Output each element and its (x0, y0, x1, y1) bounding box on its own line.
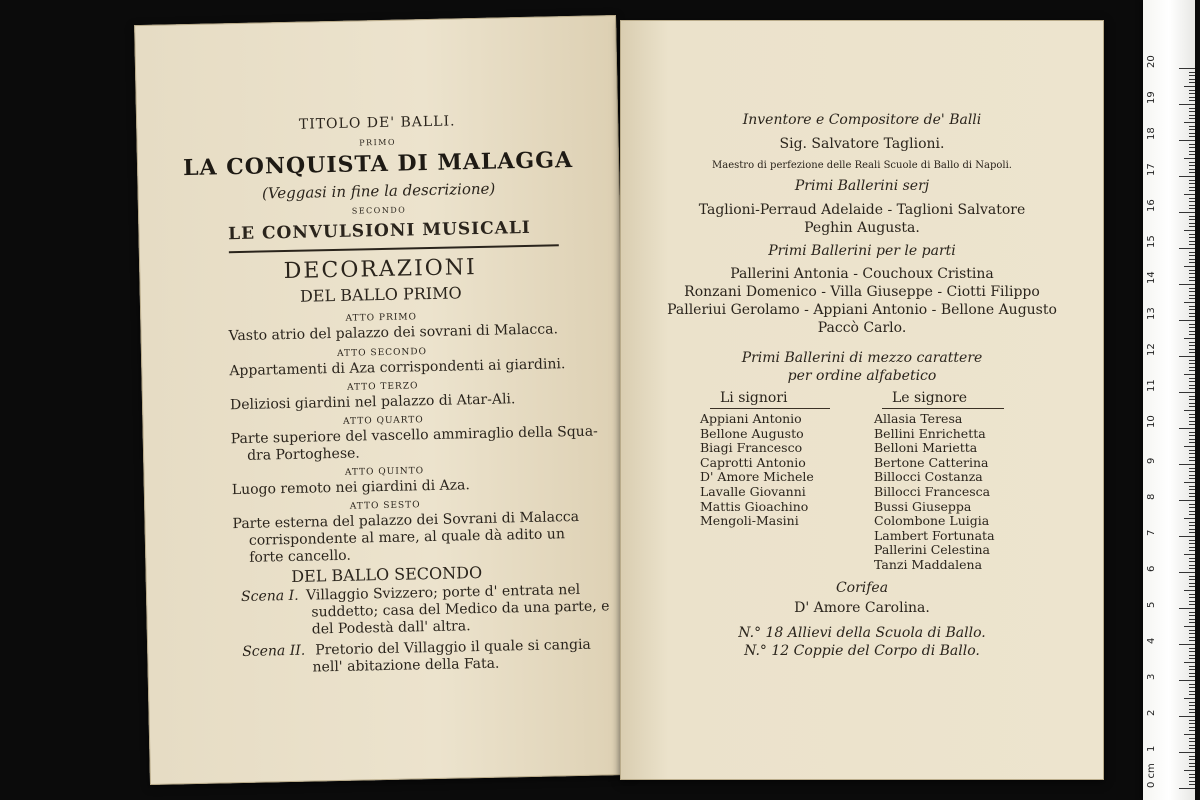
corifea-name: D' Amore Carolina. (794, 600, 930, 616)
ruler-tick (1189, 561, 1195, 562)
ruler-tick (1179, 356, 1195, 357)
ruler-tick (1189, 93, 1195, 94)
ruler-number-8: 8 (1146, 493, 1157, 500)
ruler-tick (1189, 684, 1195, 685)
ruler-tick (1189, 378, 1195, 379)
ruler-tick (1189, 187, 1195, 188)
list-item: Biagi Francesco (700, 440, 803, 456)
ruler-tick (1184, 554, 1195, 555)
ruler-tick (1189, 388, 1195, 389)
ruler-tick (1189, 687, 1195, 688)
ruler-tick (1184, 518, 1195, 519)
scena-text: del Podestà dall' altra. (311, 618, 471, 638)
ruler-tick (1189, 705, 1195, 706)
ruler-tick (1189, 162, 1195, 163)
ruler-tick (1184, 482, 1195, 483)
ruler-tick (1189, 111, 1195, 112)
ruler-tick (1189, 288, 1195, 289)
ruler-tick (1189, 183, 1195, 184)
ruler-number-12: 12 (1146, 343, 1157, 356)
ruler-tick (1189, 280, 1195, 281)
ruler-tick (1189, 205, 1195, 206)
ruler-tick (1189, 82, 1195, 83)
ruler-tick (1179, 176, 1195, 177)
scena-label: Scena II. (242, 642, 306, 661)
list-item: Colombone Luigia (874, 513, 990, 529)
ruler-tick (1189, 334, 1195, 335)
ruler-tick (1184, 194, 1195, 195)
ruler-tick (1189, 468, 1195, 469)
inventore-heading: Inventore e Compositore de' Balli (742, 112, 982, 128)
signori-list (700, 412, 814, 529)
ruler-tick (1189, 496, 1195, 497)
list-item: Lambert Fortunata (874, 527, 995, 543)
ruler-tick (1179, 500, 1195, 501)
atto-label: ATTO PRIMO (345, 312, 418, 324)
atto-label: ATTO QUARTO (343, 415, 424, 427)
atto-text: Vasto atrio del palazzo dei sovrani di Malacca. (228, 321, 559, 345)
signori-underline (710, 408, 830, 409)
ruler-tick (1184, 410, 1195, 411)
list-item: Caprotti Antonio (700, 454, 806, 470)
ruler-tick (1179, 680, 1195, 681)
ruler-tick (1189, 478, 1195, 479)
serj-line: Taglioni-Perraud Adelaide - Taglioni Salvatore (698, 202, 1026, 218)
decorazioni-heading: DECORAZIONI (283, 255, 477, 285)
ruler-tick (1189, 525, 1195, 526)
ruler-tick (1189, 442, 1195, 443)
atto-text: dra Portoghese. (246, 445, 360, 464)
ruler-tick (1189, 532, 1195, 533)
ruler-tick (1189, 550, 1195, 551)
list-item: Bussi Giuseppa (874, 498, 972, 514)
ruler-tick (1189, 367, 1195, 368)
ballo-secondo-title: LE CONVULSIONI MUSICALI (227, 217, 531, 245)
ruler-tick (1179, 464, 1195, 465)
ruler-tick (1189, 342, 1195, 343)
ruler-tick (1184, 158, 1195, 159)
ruler-tick (1189, 198, 1195, 199)
scena-text: Villaggio Svizzero; porte d' entrata nel (305, 581, 581, 604)
ruler-tick (1189, 129, 1195, 130)
ruler-tick (1189, 460, 1195, 461)
list-item: Bellini Enrichetta (874, 425, 986, 441)
le-signore-heading: Le signore (892, 390, 968, 406)
ruler-tick (1179, 320, 1195, 321)
left-page (134, 15, 632, 785)
ruler-number-6: 6 (1146, 565, 1157, 572)
ruler-tick (1189, 756, 1195, 757)
ruler-tick (1179, 248, 1195, 249)
atto-label: ATTO QUINTO (344, 466, 425, 478)
ruler-tick (1189, 529, 1195, 530)
scena-text: nell' abitazione della Fata. (312, 655, 500, 676)
secondo-label: SECONDO (351, 205, 407, 216)
ruler-tick (1179, 716, 1195, 717)
ruler-number-4: 4 (1146, 637, 1157, 644)
ruler-tick (1184, 86, 1195, 87)
ruler-tick (1184, 626, 1195, 627)
atto-label: ATTO SECONDO (336, 347, 428, 359)
ruler-tick (1184, 266, 1195, 267)
ruler-tick (1189, 658, 1195, 659)
parti-line: Pallerini Antonia - Couchoux Cristina (730, 266, 994, 282)
ruler-tick (1189, 594, 1195, 595)
ruler-tick (1189, 324, 1195, 325)
ruler-tick (1179, 140, 1195, 141)
ruler-tick (1189, 126, 1195, 127)
ruler-tick (1189, 489, 1195, 490)
list-item: Pallerini Celestina (874, 542, 990, 558)
ruler-tick (1189, 763, 1195, 764)
ruler-tick (1189, 403, 1195, 404)
ruler-tick (1179, 284, 1195, 285)
ruler-tick (1189, 421, 1195, 422)
right-page (620, 20, 1104, 780)
atto-text: Parte esterna del palazzo dei Sovrani di Malacca (232, 508, 580, 533)
ruler-tick (1189, 306, 1195, 307)
ruler-tick (1189, 453, 1195, 454)
atto-text: Appartamenti di Aza corrispondenti ai giardini. (229, 356, 566, 380)
del-ballo-primo-heading: DEL BALLO PRIMO (299, 283, 462, 306)
atto-text: Luogo remoto nei giardini di Aza. (231, 477, 471, 499)
ruler-tick (1189, 622, 1195, 623)
ruler-tick (1189, 615, 1195, 616)
ruler-tick (1189, 777, 1195, 778)
ruler-tick (1189, 766, 1195, 767)
ruler-tick (1189, 475, 1195, 476)
ruler-tick (1189, 381, 1195, 382)
ruler-tick (1189, 784, 1195, 785)
list-item: Mengoli-Masini (700, 513, 799, 529)
ruler-tick (1189, 414, 1195, 415)
parti-line: Paccò Carlo. (817, 320, 907, 336)
ruler-number-1: 1 (1146, 745, 1157, 752)
ruler-tick (1189, 360, 1195, 361)
ruler-tick (1189, 741, 1195, 742)
ruler-tick (1189, 144, 1195, 145)
ruler-tick (1189, 331, 1195, 332)
ruler-tick (1189, 259, 1195, 260)
ruler-tick (1179, 572, 1195, 573)
ruler-tick (1189, 273, 1195, 274)
parti-line: Ronzani Domenico - Villa Giuseppe - Ciotti Filippo (684, 284, 1040, 300)
ruler-tick (1184, 338, 1195, 339)
ruler-tick (1189, 291, 1195, 292)
ruler-number-17: 17 (1146, 163, 1157, 176)
ruler-tick (1189, 694, 1195, 695)
list-item: Allasia Teresa (874, 411, 963, 426)
ruler-tick (1189, 180, 1195, 181)
ruler-tick (1189, 640, 1195, 641)
ruler-tick (1189, 165, 1195, 166)
ruler-tick (1184, 374, 1195, 375)
ruler-tick (1189, 244, 1195, 245)
ruler-tick (1189, 241, 1195, 242)
ruler-tick (1189, 219, 1195, 220)
ruler-tick (1189, 547, 1195, 548)
ruler-tick (1189, 439, 1195, 440)
ruler-tick (1189, 223, 1195, 224)
title-divider (229, 244, 559, 253)
ruler-tick (1179, 644, 1195, 645)
ruler-tick (1189, 75, 1195, 76)
ruler-tick (1179, 212, 1195, 213)
ruler-number-16: 16 (1146, 199, 1157, 212)
ruler-tick (1189, 579, 1195, 580)
ruler-number-18: 18 (1146, 127, 1157, 140)
ruler-tick (1189, 568, 1195, 569)
ruler-tick (1184, 770, 1195, 771)
ruler-tick (1189, 90, 1195, 91)
ruler-tick (1189, 666, 1195, 667)
ruler-tick (1189, 118, 1195, 119)
ruler-tick (1189, 295, 1195, 296)
ruler-tick (1189, 370, 1195, 371)
ruler-tick (1189, 255, 1195, 256)
ruler-tick (1189, 399, 1195, 400)
ruler-number-9: 9 (1146, 457, 1157, 464)
ruler-tick (1189, 201, 1195, 202)
ruler-tick (1189, 432, 1195, 433)
ruler-tick (1189, 597, 1195, 598)
ruler-tick (1189, 558, 1195, 559)
ordine-heading: per ordine alfabetico (787, 368, 937, 384)
ruler-tick (1189, 435, 1195, 436)
ruler-tick (1179, 608, 1195, 609)
list-item: Bertone Catterina (874, 454, 989, 470)
del-ballo-secondo-heading: DEL BALLO SECONDO (291, 562, 483, 586)
ruler-tick (1189, 511, 1195, 512)
ruler-tick (1189, 270, 1195, 271)
ruler-tick (1189, 352, 1195, 353)
ruler-tick (1189, 72, 1195, 73)
ruler-tick (1189, 504, 1195, 505)
signore-list (874, 412, 995, 573)
ruler-tick (1184, 698, 1195, 699)
ruler-tick (1179, 428, 1195, 429)
ruler-tick (1184, 590, 1195, 591)
primi-serj-heading: Primi Ballerini serj (794, 178, 930, 194)
ruler-tick (1189, 633, 1195, 634)
ruler-tick (1189, 676, 1195, 677)
ruler-number-5: 5 (1146, 601, 1157, 608)
ruler-tick (1189, 97, 1195, 98)
primi-parti-heading: Primi Ballerini per le parti (768, 243, 956, 259)
ruler-tick (1189, 316, 1195, 317)
ruler-tick (1189, 709, 1195, 710)
ruler-tick (1189, 450, 1195, 451)
ruler-tick (1179, 788, 1195, 789)
ruler-tick (1179, 104, 1195, 105)
list-item: Lavalle Giovanni (700, 483, 806, 499)
ruler-tick (1189, 730, 1195, 731)
list-item: Billocci Costanza (874, 469, 983, 485)
ruler-tick (1189, 327, 1195, 328)
ruler-tick (1189, 136, 1195, 137)
ruler-tick (1189, 637, 1195, 638)
ruler-tick (1189, 396, 1195, 397)
ruler-tick (1189, 586, 1195, 587)
maestro-note: Maestro di perfezione delle Reali Scuole di Ballo di Napoli. (712, 160, 1012, 171)
ruler-tick (1189, 648, 1195, 649)
ruler-tick (1189, 612, 1195, 613)
ruler-tick (1189, 727, 1195, 728)
ruler-tick (1189, 406, 1195, 407)
list-item: D' Amore Michele (700, 469, 814, 485)
measuring-ruler (1143, 0, 1195, 800)
coppie-line: N.° 12 Coppie del Corpo di Ballo. (744, 643, 980, 659)
ruler-tick (1189, 169, 1195, 170)
ruler-number-13: 13 (1146, 307, 1157, 320)
ruler-tick (1189, 691, 1195, 692)
ruler-tick (1189, 424, 1195, 425)
ruler-tick (1189, 604, 1195, 605)
ruler-tick (1189, 630, 1195, 631)
parti-line: Palleriui Gerolamo - Appiani Antonio - Bellone Augusto (667, 302, 1057, 318)
scena-text: suddetto; casa del Medico da una parte, e (311, 598, 610, 621)
ruler-tick (1184, 230, 1195, 231)
ruler-tick (1189, 309, 1195, 310)
corifea-heading: Corifea (835, 580, 889, 596)
ruler-tick (1189, 543, 1195, 544)
ruler-tick (1189, 576, 1195, 577)
ruler-tick (1189, 216, 1195, 217)
ruler-number-20: 20 (1146, 55, 1157, 68)
ruler-tick (1189, 262, 1195, 263)
ruler-number-2: 2 (1146, 709, 1157, 716)
ruler-tick (1184, 302, 1195, 303)
ruler-tick (1189, 298, 1195, 299)
ruler-tick (1179, 392, 1195, 393)
ruler-tick (1189, 345, 1195, 346)
ruler-tick (1189, 108, 1195, 109)
ballo-primo-title: LA CONQUISTA DI MALAGGA (182, 146, 574, 182)
ruler-number-10: 10 (1146, 415, 1157, 428)
ruler-number-15: 15 (1146, 235, 1157, 248)
atto-text: Deliziosi giardini nel palazzo di Atar-Ali. (229, 391, 516, 414)
ruler-tick (1189, 172, 1195, 173)
ruler-tick (1189, 471, 1195, 472)
ruler-tick (1189, 154, 1195, 155)
titolo-heading: TITOLO DE' BALLI. (298, 113, 456, 133)
ruler-tick (1189, 619, 1195, 620)
ruler-tick (1189, 151, 1195, 152)
ruler-tick (1189, 417, 1195, 418)
ruler-tick (1189, 115, 1195, 116)
atto-label: ATTO SESTO (349, 500, 421, 512)
ruler-tick (1189, 457, 1195, 458)
ruler-tick (1189, 540, 1195, 541)
scena-text: Pretorio del Villaggio il quale si cangia (315, 636, 591, 659)
ruler-number-19: 19 (1146, 91, 1157, 104)
ruler-tick (1189, 759, 1195, 760)
ruler-tick (1189, 781, 1195, 782)
ruler-number-7: 7 (1146, 529, 1157, 536)
ruler-tick (1189, 234, 1195, 235)
ruler-tick (1184, 122, 1195, 123)
mezzo-carattere-heading: Primi Ballerini di mezzo carattere (741, 350, 983, 366)
ruler-tick (1189, 133, 1195, 134)
ruler-tick (1189, 720, 1195, 721)
ruler-tick (1179, 68, 1195, 69)
allievi-line: N.° 18 Allievi della Scuola di Ballo. (738, 625, 986, 641)
scena-label: Scena I. (240, 587, 299, 606)
ruler-number-0: 0 cm (1146, 763, 1157, 788)
ruler-tick (1189, 252, 1195, 253)
ruler-tick (1189, 738, 1195, 739)
ruler-tick (1189, 774, 1195, 775)
ruler-tick (1189, 673, 1195, 674)
ruler-tick (1189, 385, 1195, 386)
ruler-tick (1189, 702, 1195, 703)
ruler-tick (1189, 100, 1195, 101)
ruler-tick (1189, 363, 1195, 364)
ruler-number-3: 3 (1146, 673, 1157, 680)
ruler-tick (1189, 486, 1195, 487)
ruler-tick (1189, 748, 1195, 749)
list-item: Belloni Marietta (874, 440, 978, 456)
atto-text: Parte superiore del vascello ammiraglio della Squa- (230, 423, 598, 448)
ruler-tick (1189, 522, 1195, 523)
ruler-tick (1189, 583, 1195, 584)
ruler-tick (1189, 79, 1195, 80)
ruler-tick (1189, 565, 1195, 566)
atto-text: corrispondente al mare, al quale dà adito un (248, 526, 566, 549)
ruler-tick (1189, 313, 1195, 314)
primo-label: PRIMO (359, 137, 397, 148)
veggasi-note: (Veggasi in fine la descrizione) (261, 179, 496, 203)
ruler-tick (1189, 226, 1195, 227)
ruler-tick (1179, 536, 1195, 537)
ruler-tick (1189, 712, 1195, 713)
ruler-tick (1189, 147, 1195, 148)
list-item: Billocci Francesca (874, 483, 991, 499)
ruler-tick (1189, 514, 1195, 515)
ruler-tick (1189, 237, 1195, 238)
ruler-tick (1179, 752, 1195, 753)
ruler-tick (1189, 669, 1195, 670)
ruler-tick (1189, 655, 1195, 656)
taglioni-name: Sig. Salvatore Taglioni. (779, 136, 945, 152)
ruler-tick (1189, 190, 1195, 191)
ruler-tick (1189, 277, 1195, 278)
ruler-tick (1189, 208, 1195, 209)
ruler-tick (1189, 493, 1195, 494)
ruler-tick (1189, 601, 1195, 602)
ruler-tick (1184, 734, 1195, 735)
ruler-tick (1189, 723, 1195, 724)
ruler-tick (1189, 651, 1195, 652)
li-signori-heading: Li signori (720, 390, 788, 406)
ruler-tick (1184, 446, 1195, 447)
atto-text: forte cancello. (249, 547, 352, 566)
atto-label: ATTO TERZO (346, 381, 419, 393)
list-item: Appiani Antonio (700, 411, 802, 426)
ruler-number-11: 11 (1146, 379, 1157, 392)
ruler-tick (1189, 507, 1195, 508)
list-item: Mattis Gioachino (700, 498, 809, 514)
ruler-tick (1184, 662, 1195, 663)
serj-line: Peghin Augusta. (804, 220, 920, 236)
list-item: Tanzi Maddalena (874, 556, 983, 572)
ruler-tick (1189, 745, 1195, 746)
ruler-number-14: 14 (1146, 271, 1157, 284)
ruler-tick (1189, 349, 1195, 350)
signore-underline (882, 408, 1004, 409)
list-item: Bellone Augusto (700, 425, 804, 441)
